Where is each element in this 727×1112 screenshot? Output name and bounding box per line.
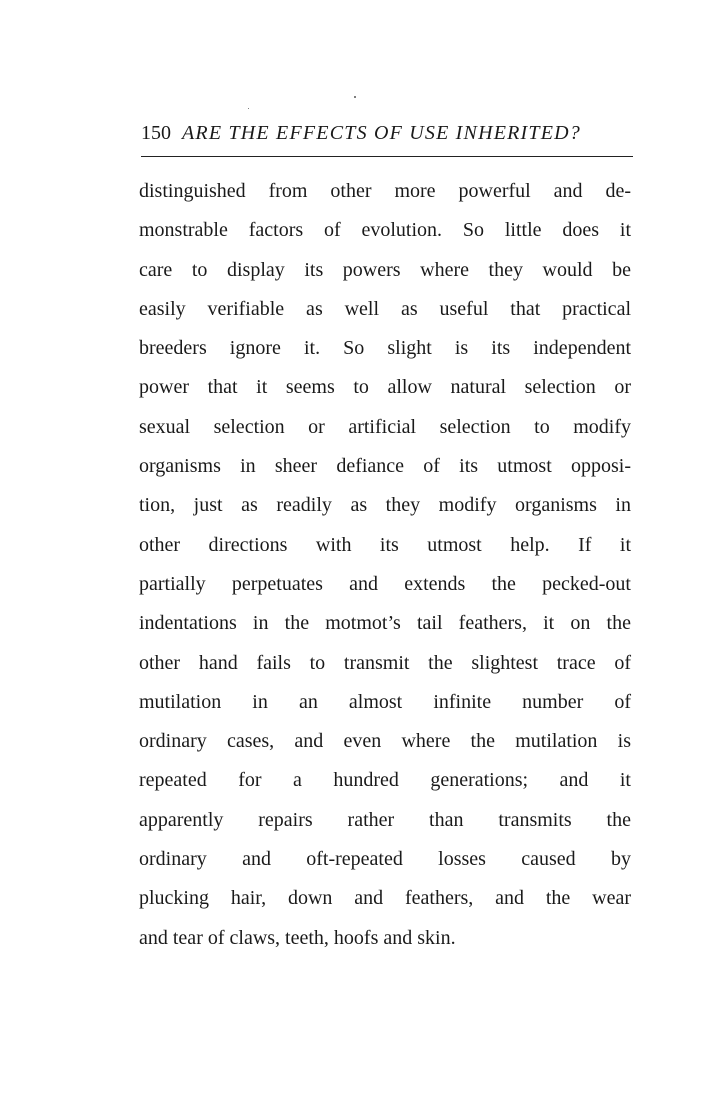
text-line: and tear of claws, teeth, hoofs and skin. [139,926,456,949]
text-line: tion, just as readily as they modify organisms in [139,494,631,517]
text-line: indentations in the motmot’s tail feathers, it on the [139,612,631,635]
header-rule [141,156,633,157]
text-line: ordinary and oft-repeated losses caused by [139,848,631,871]
text-line: ordinary cases, and even where the mutilation is [139,730,631,753]
text-line: power that it seems to allow natural selection or [139,376,631,399]
text-line: partially perpetuates and extends the pecked-out [139,572,631,595]
text-line: other hand fails to transmit the slightest trace of [139,651,631,674]
text-line: sexual selection or artificial selection to modify [139,415,631,438]
paper-speck [354,96,356,98]
text-line: organisms in sheer defiance of its utmost opposi- [139,455,631,478]
text-line: breeders ignore it. So slight is its independent [139,337,631,360]
text-line: plucking hair, down and feathers, and the wear [139,887,631,910]
text-line: easily verifiable as well as useful that practical [139,297,631,320]
page-number: 150 [141,122,171,144]
paper-speck [248,108,249,109]
text-line: care to display its powers where they would be [139,258,631,281]
text-line: repeated for a hundred generations; and it [139,769,631,792]
text-line: apparently repairs rather than transmits the [139,808,631,831]
running-title: ARE THE EFFECTS OF USE INHERITED? [182,122,582,144]
text-line: distinguished from other more powerful and de- [139,180,631,202]
text-line: other directions with its utmost help. If it [139,533,631,556]
running-header [141,118,633,148]
text-line: monstrable factors of evolution. So little does it [139,219,631,242]
body-paragraph [139,172,631,958]
text-line: mutilation in an almost infinite number of [139,690,631,713]
